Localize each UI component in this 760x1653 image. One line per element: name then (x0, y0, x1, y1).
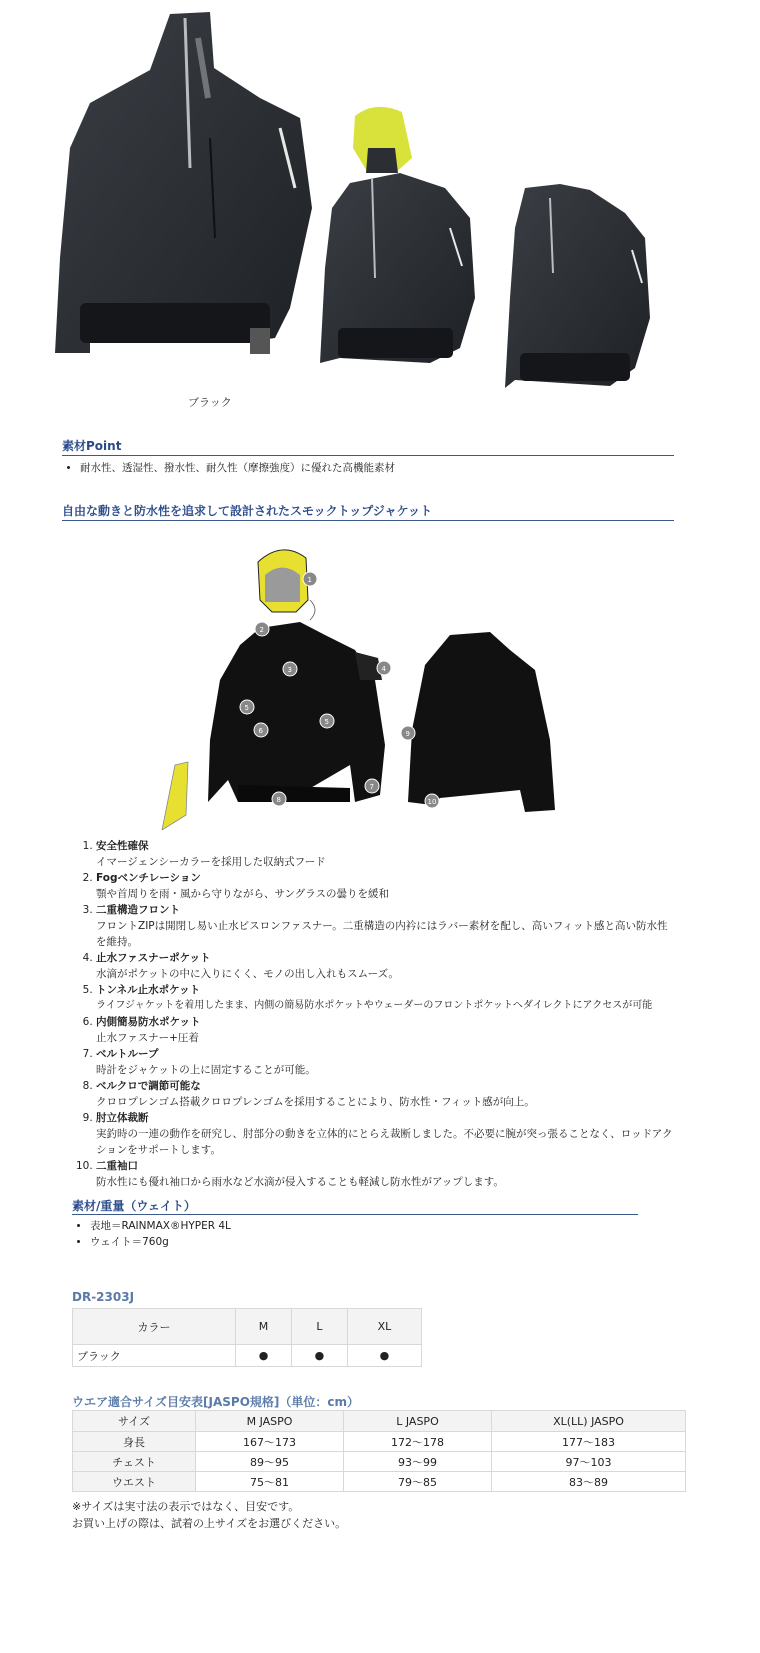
feature-title: 3. 二重構造フロント (96, 904, 180, 916)
feature-title: 10. 二重袖口 (96, 1160, 138, 1172)
feature-item (96, 1078, 676, 1110)
feature-item (96, 950, 676, 982)
table-row (73, 1432, 686, 1452)
svg-text:7: 7 (369, 783, 374, 791)
model-number: DR-2303J (72, 1290, 135, 1304)
table-row (73, 1345, 422, 1367)
material-point-title: 素材Point (62, 439, 122, 453)
availability-mark: ● (291, 1345, 347, 1367)
feature-diagram (150, 540, 580, 830)
feature-title: 8. ベルクロで調節可能な (96, 1080, 201, 1092)
availability-mark: ● (236, 1345, 292, 1367)
note-line: ※サイズは実寸法の表示ではなく、目安です。 (72, 1500, 300, 1513)
feature-title: 9. 肘立体裁断 (96, 1112, 149, 1124)
row-label: チェスト (73, 1452, 196, 1472)
header-l-jaspo: L JASPO (344, 1411, 492, 1432)
svg-text:2: 2 (259, 626, 264, 634)
material-weight-item: • 表地＝RAINMAX®HYPER 4L (90, 1218, 650, 1234)
feature-title: 7. ベルトループ (96, 1048, 159, 1060)
feature-desc: クロロプレンゴム搭載クロロプレンゴムを採用することにより、防水性・フィット感が向上。 (96, 1096, 535, 1108)
jacket-front-large (55, 12, 312, 354)
cell: 97〜103 (492, 1452, 686, 1472)
header-m: M (236, 1309, 292, 1345)
header-m-jaspo: M JASPO (196, 1411, 344, 1432)
feature-item (96, 902, 676, 950)
cell: 89〜95 (196, 1452, 344, 1472)
svg-text:5: 5 (244, 704, 249, 712)
cell: 83〜89 (492, 1472, 686, 1492)
svg-text:9: 9 (405, 730, 410, 738)
cell: 93〜99 (344, 1452, 492, 1472)
row-label: 身長 (73, 1432, 196, 1452)
cell: 167〜173 (196, 1432, 344, 1452)
feature-desc: 時計をジャケットの上に固定することが可能。 (96, 1064, 316, 1076)
feature-desc: 止水ファスナー+圧着 (96, 1032, 199, 1044)
feature-title: 1. 安全性確保 (96, 840, 149, 852)
feature-title: 5. トンネル止水ポケット (96, 984, 201, 996)
material-weight-item: • ウェイト＝760g (90, 1234, 650, 1250)
row-label: ウエスト (73, 1472, 196, 1492)
feature-item (96, 1046, 676, 1078)
jacket-front-hood (320, 107, 475, 363)
feature-desc: フロントZIPは開閉し易い止水ビスロンファスナー。二重構造の内衿にはラバー素材を配し、高いフィット感と高い防水性を維持。 (96, 920, 668, 948)
header-size: サイズ (73, 1411, 196, 1432)
cell: 172〜178 (344, 1432, 492, 1452)
jacket-front-collar (505, 184, 650, 388)
feature-item (96, 982, 676, 1014)
material-point-item: • 耐水性、透湿性、撥水性、耐久性（摩擦強度）に優れた高機能素材 (80, 460, 690, 476)
feature-item (96, 1110, 676, 1158)
svg-text:10: 10 (427, 798, 437, 806)
feature-desc: イマージェンシーカラーを採用した収納式フード (96, 856, 326, 868)
feature-desc: 防水性にも優れ袖口から雨水など水滴が侵入することも軽減し防水性がアップします。 (96, 1176, 504, 1188)
feature-desc: 水滴がポケットの中に入りにくく、モノの出し入れもスムーズ。 (96, 968, 399, 980)
design-title: 自由な動きと防水性を追求して設計されたスモックトップジャケット (62, 504, 432, 518)
product-photo (50, 8, 690, 388)
product-caption: ブラック (188, 396, 232, 409)
material-weight-title: 素材/重量（ウェイト） (72, 1199, 196, 1213)
availability-mark: ● (347, 1345, 421, 1367)
feature-item (96, 838, 676, 870)
cell: 75〜81 (196, 1472, 344, 1492)
header-l: L (291, 1309, 347, 1345)
feature-item (96, 1014, 676, 1046)
svg-text:4: 4 (381, 665, 386, 673)
feature-title: 2. Fogベンチレーション (96, 872, 201, 884)
color-name: ブラック (73, 1345, 236, 1367)
size-table-title: ウエア適合サイズ目安表[JASPO規格]（単位：cm） (72, 1395, 360, 1409)
svg-text:8: 8 (276, 796, 281, 804)
feature-item (96, 1158, 676, 1190)
header-xl-jaspo: XL(LL) JASPO (492, 1411, 686, 1432)
material-weight-rule (72, 1214, 638, 1215)
feature-desc: ライフジャケットを着用したまま、内側の簡易防水ポケットやウェーダーのフロントポケットへダイレクトにアクセスが可能 (96, 1000, 653, 1011)
design-rule (62, 520, 674, 521)
size-table (72, 1410, 686, 1492)
header-xl: XL (347, 1309, 421, 1345)
feature-title: 4. 止水ファスナーポケット (96, 952, 211, 964)
cell: 177〜183 (492, 1432, 686, 1452)
feature-item (96, 870, 676, 902)
feature-title: 6. 内側簡易防水ポケット (96, 1016, 201, 1028)
size-notes (72, 1498, 346, 1532)
feature-list (72, 838, 676, 1190)
feature-desc: 顎や首周りを雨・風から守りながら、サングラスの曇りを緩和 (96, 888, 389, 900)
table-row (73, 1452, 686, 1472)
color-table-header (73, 1309, 422, 1345)
material-weight-list (72, 1218, 650, 1250)
note-line: お買い上げの際は、試着の上サイズをお選びください。 (72, 1517, 347, 1530)
svg-text:1: 1 (307, 576, 312, 584)
feature-desc: 実釣時の一連の動作を研究し、肘部分の動きを立体的にとらえ裁断しました。不必要に腕が突っ張ることなく、ロッドアクションをサポートします。 (96, 1128, 673, 1156)
material-point-list (62, 460, 690, 476)
svg-text:5: 5 (324, 718, 329, 726)
table-row (73, 1472, 686, 1492)
material-point-rule (62, 455, 674, 456)
cell: 79〜85 (344, 1472, 492, 1492)
svg-text:6: 6 (258, 727, 263, 735)
svg-text:3: 3 (287, 666, 292, 674)
size-table-header (73, 1411, 686, 1432)
header-color: カラー (73, 1309, 236, 1345)
color-table (72, 1308, 422, 1367)
